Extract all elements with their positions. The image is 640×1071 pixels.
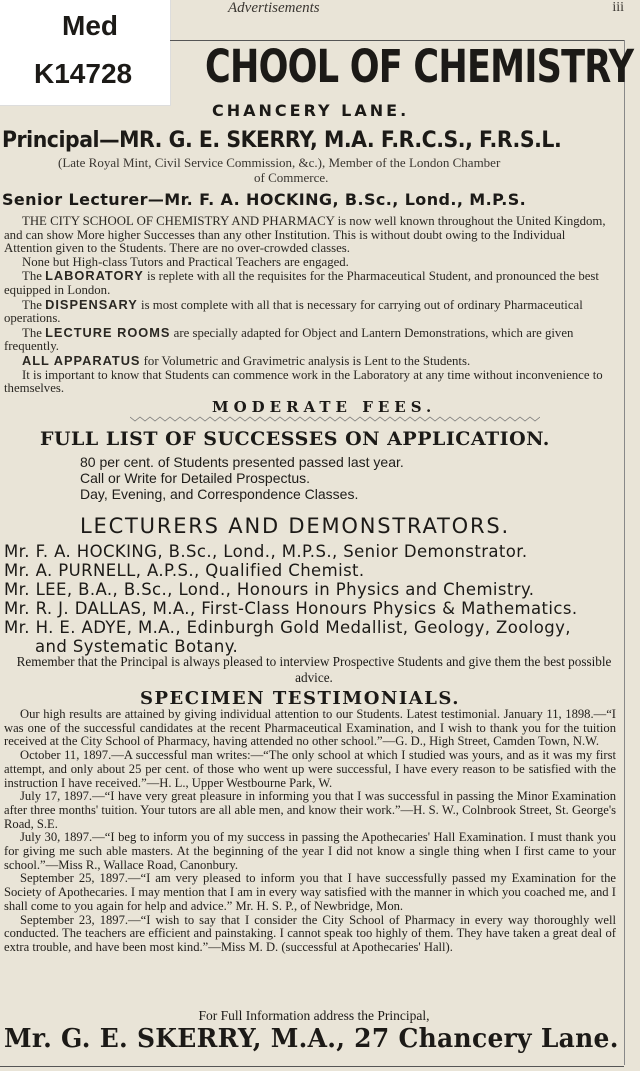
- stamp-line-1: Med: [62, 10, 118, 41]
- intro-p4-c: is most complete with all that is necessary for carrying out of ordinary Pharmaceutical operations.: [4, 297, 583, 326]
- lecturer-item: Mr. LEE, B.A., B.Sc., Lond., Honours in Physics and Chemistry.: [4, 580, 535, 599]
- zigzag-divider: [130, 416, 540, 422]
- lecturer-item: Mr. R. J. DALLAS, M.A., First-Class Honours Physics & Mathematics.: [4, 599, 578, 618]
- testimonial-paragraph: July 17, 1897.—“I have very great pleasure in informing you that I was successful in passing the Minor Examination after three months' tuition. Your tutors are all able men, and know their work.”—H. S. W., Colnbrook Street, St. George's Road, S.E.: [4, 789, 616, 831]
- page-title: CHOOL OF CHEMISTRY: [205, 40, 634, 93]
- senior-lecturer-line: Senior Lecturer—Mr. F. A. HOCKING, B.Sc., Lond., M.P.S.: [2, 190, 527, 209]
- testimonial-paragraph: Our high results are attained by giving individual attention to our Students. Latest testimonial. January 11, 1898.—“I was one of the successful candidates at the recent Pharmaceutical Examination, and I wish to thank you for the tuition received at the City School of Pharmacy, having attended no other school.”—G. D., High Street, Camden Town, N.W.: [4, 707, 616, 749]
- lecturer-item: Mr. A. PURNELL, A.P.S., Qualified Chemist.: [4, 561, 365, 580]
- intro-paragraph-7: It is important to know that Students can commence work in the Laboratory at any time without inconvenience to themselves.: [4, 367, 603, 396]
- intro-p3-a: The: [22, 269, 46, 284]
- note-prospectus: Call or Write for Detailed Prospectus.: [80, 470, 311, 486]
- footer-address-note: For Full Information address the Principal,: [198, 1008, 430, 1023]
- testimonials-block: [4, 708, 616, 955]
- intro-paragraph-5: [4, 326, 616, 354]
- intro-paragraph-6: [4, 354, 616, 369]
- intro-p5-a: The: [22, 325, 46, 340]
- note-classes: Day, Evening, and Correspondence Classes.: [80, 486, 359, 502]
- testimonial-paragraph: September 23, 1897.—“I wish to say that I consider the City School of Pharmacy in every way thoroughly well conducted. The teachers are efficient and painstaking. I cannot speak too highly of them. They have taken a great deal of extra trouble, and have been most kind.”—Miss M. D. (successful at Apothecaries' Hall).: [4, 912, 616, 954]
- principal-line: Principal—MR. G. E. SKERRY, M.A. F.R.C.S., F.R.S.L.: [2, 128, 562, 153]
- note-pass-rate: 80 per cent. of Students presented passed last year.: [80, 454, 404, 470]
- remember-note: Remember that the Principal is always pleased to interview Prospective Students and give them the best possible advice.: [16, 654, 612, 685]
- intro-p3-c: is replete with all the requisites for the Pharmaceutical Student, and pronounced the best equipped in London.: [4, 269, 599, 297]
- running-title: Advertisements: [228, 0, 320, 16]
- intro-p6-a: ALL: [22, 352, 54, 368]
- testimonial-paragraph: July 30, 1897.—“I beg to inform you of my success in passing the Apothecaries' Hall Examination. I must thank you for giving me such able masters. At the beginning of the year I did not know a single thing when I first came to your school.”—Miss R., Wallace Road, Canonbury.: [4, 830, 616, 872]
- intro-block: [4, 215, 616, 396]
- intro-p5-b: LECTURE ROOMS: [45, 324, 171, 340]
- testimonial-paragraph: October 11, 1897.—A successful man writes:—“The only school at which I studied was yours, and as it was my first attempt, and only about 25 per cent. of those who went up were successful, I have every reason to be satisfied with the instruction I have received.”—H. L., Upper Westbourne Park, W.: [4, 748, 616, 790]
- intro-p6-b: APPARATUS: [53, 352, 141, 368]
- testimonial-paragraph: September 25, 1897.—“I am very pleased to inform you that I have successfully passed my Examination for the Society of Apothecaries. I may mention that I am in every way satisfied with the manner in which you coached me, and I shall come to you again for help and advice.” Mr. H. S. P., of Newbridge, Mon.: [4, 871, 616, 913]
- full-list-heading: FULL LIST OF SUCCESSES ON APPLICATION.: [40, 428, 550, 450]
- intro-p4-b: DISPENSARY: [45, 296, 138, 312]
- lecturers-heading: LECTURERS AND DEMONSTRATORS.: [80, 514, 510, 538]
- right-border: [624, 40, 625, 1065]
- page-subtitle: CHANCERY LANE.: [212, 101, 410, 120]
- intro-paragraph-4: [4, 298, 616, 326]
- lecturer-item: Mr. F. A. HOCKING, B.Sc., Lond., M.P.S., Senior Demonstrator.: [4, 542, 528, 561]
- intro-p4-a: The: [22, 297, 46, 312]
- intro-p6-c: for Volumetric and Gravimetric analysis is Lent to the Students.: [140, 353, 471, 368]
- library-stamp: [0, 0, 171, 106]
- page-number: iii: [612, 0, 624, 15]
- intro-p3-b: LABORATORY: [45, 268, 144, 284]
- principal-note-1: (Late Royal Mint, Civil Service Commission, &c.), Member of the London Chamber: [58, 155, 501, 170]
- bottom-rule: [0, 1066, 624, 1067]
- intro-paragraph-1: THE CITY SCHOOL OF CHEMISTRY AND PHARMACY is now well known throughout the United Kingdom, and can show More higher Successes than any other Institution. This is without doubt owing to the Individual Attention given to the Students. There are no over-crowded classes.: [4, 214, 606, 256]
- footer-address: Mr. G. E. SKERRY, M.A., 27 Chancery Lane.: [4, 1024, 619, 1054]
- testimonials-heading: SPECIMEN TESTIMONIALS.: [140, 688, 461, 709]
- lecturer-item: Mr. H. E. ADYE, M.A., Edinburgh Gold Medallist, Geology, Zoology,: [4, 618, 571, 637]
- intro-paragraph-3: [4, 269, 616, 297]
- stamp-line-2: K14728: [34, 58, 133, 89]
- fees-heading: MODERATE FEES.: [212, 398, 437, 416]
- intro-paragraph-2: None but High-class Tutors and Practical Teachers are engaged.: [22, 254, 349, 269]
- principal-note-2: of Commerce.: [254, 170, 329, 185]
- intro-p5-c: are specially adapted for Object and Lantern Demonstrations, which are given frequently.: [4, 325, 574, 354]
- lecturer-item: and Systematic Botany.: [35, 637, 239, 656]
